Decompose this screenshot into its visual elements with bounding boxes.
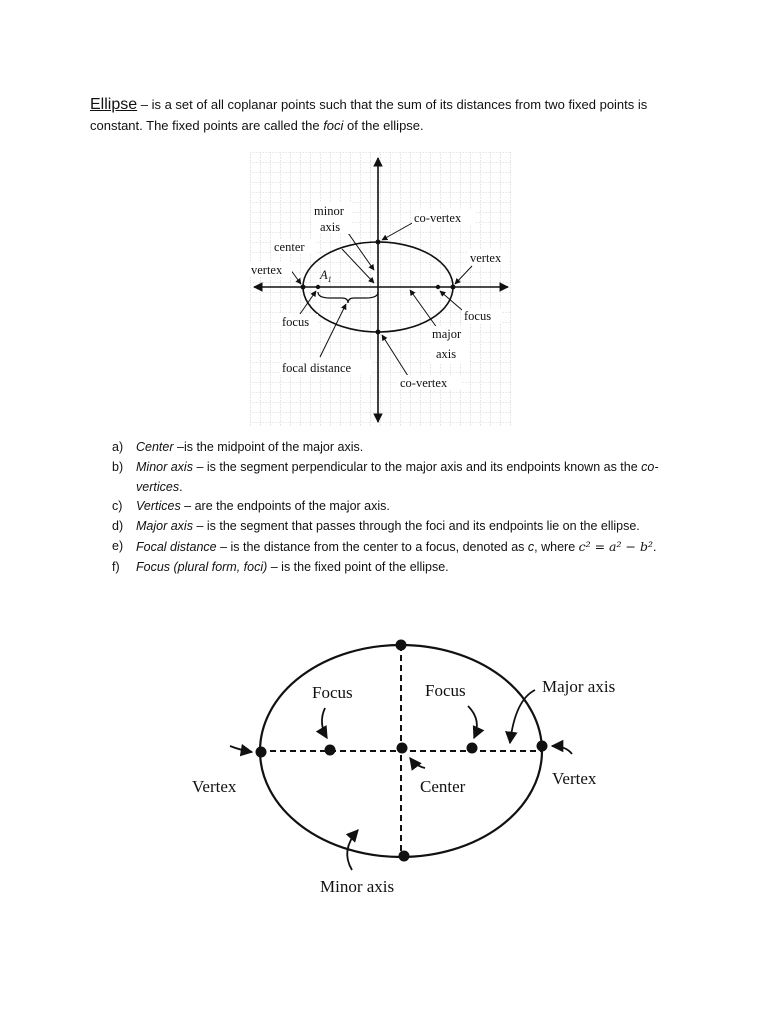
intro-text-2: of the ellipse.: [343, 118, 424, 133]
focal-distance-label: focal distance: [282, 361, 352, 375]
co-vertex-top-point: [376, 240, 381, 245]
center-label: Center: [420, 777, 466, 796]
vertex-right-label: vertex: [470, 251, 502, 265]
vertex-left-arrow: [230, 746, 252, 752]
co-vertex-bottom-dot: [399, 851, 410, 862]
vertex-left-label: Vertex: [192, 777, 237, 796]
co-vertex-bottom-label: co-vertex: [400, 376, 448, 390]
focus-right-dot: [467, 743, 478, 754]
vertex-right-dot: [537, 741, 548, 752]
ellipse-parts-figure: [180, 638, 650, 908]
focus-left-point: [316, 285, 320, 289]
definition-focal-distance: e) Focal distance – is the distance from the center to a focus, denoted as c, where c² = a² − b².: [112, 538, 657, 554]
focus-right-point: [436, 285, 440, 289]
co-vertex-bottom-point: [376, 330, 381, 335]
vertex-left-dot: [256, 747, 267, 758]
co-vertex-top-label: co-vertex: [414, 211, 462, 225]
focus-right-arrow: [468, 706, 477, 738]
center-arrow: [410, 758, 425, 768]
co-vertex-top-dot: [396, 640, 407, 651]
major-axis-label-2: axis: [436, 347, 457, 361]
focal-formula: c² = a² − b²: [578, 538, 653, 554]
minor-axis-label: Minor axis: [320, 877, 395, 896]
ellipse-grid-figure: [250, 152, 512, 426]
focus-left-dot: [325, 745, 336, 756]
vertex-left-label: vertex: [251, 263, 283, 277]
focus-left-label: Focus: [312, 683, 353, 702]
center-label: center: [274, 240, 305, 254]
ellipse-term: Ellipse: [90, 96, 138, 113]
major-axis-label: Major axis: [542, 677, 616, 696]
focus-left-arrow: [322, 708, 327, 738]
vertex-right-point: [451, 285, 456, 290]
definition-minor-axis: b) Minor axis – is the segment perpendicular to the major axis and its endpoints known as the co-vertices.: [112, 459, 659, 494]
major-axis-label-1: major: [432, 327, 462, 341]
definition-focus: f) Focus (plural form, foci) – is the fixed point of the ellipse.: [112, 559, 449, 574]
vertex-right-arrow: [552, 746, 572, 754]
definition-vertices: c) Vertices – are the endpoints of the major axis.: [112, 499, 390, 514]
focus-right-label: focus: [464, 309, 492, 323]
focus-right-label: Focus: [425, 681, 466, 700]
grid-background: [250, 152, 512, 426]
definition-major-axis: d) Major axis – is the segment that passes through the foci and its endpoints lie on the ellipse.: [112, 519, 640, 534]
intro-text-1: – is a set of all coplanar points such that the sum of its distances from two fixed points is constant. The fixed points are called the: [90, 97, 648, 133]
point-a-label: $A_1$: [320, 268, 332, 284]
foci-term: foci: [323, 118, 344, 133]
definitions-list: [112, 438, 682, 578]
focus-left-label: focus: [282, 315, 310, 329]
intro-paragraph: [90, 94, 690, 136]
vertex-right-label: Vertex: [552, 769, 597, 788]
minor-axis-label-1: minor: [314, 204, 344, 218]
center-dot: [397, 743, 408, 754]
minor-axis-label-2: axis: [320, 220, 341, 234]
vertex-left-point: [301, 285, 306, 290]
definition-center: a) Center –is the midpoint of the major axis.: [112, 440, 364, 454]
